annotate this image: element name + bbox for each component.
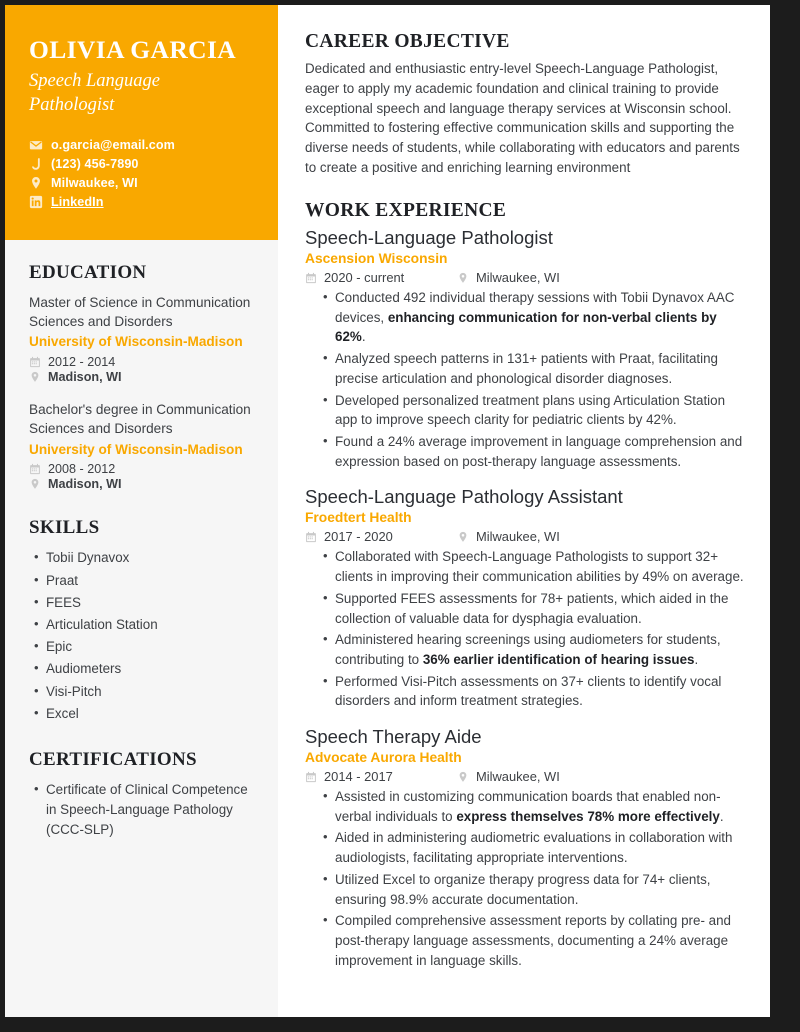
education-dates: 2012 - 2014	[48, 355, 116, 369]
contact-linkedin[interactable]	[29, 195, 254, 209]
list-item: • Assisted in customizing communication boards that enabled non-verbal individuals to express themselves 78% more effectively.	[335, 787, 748, 826]
contact-list	[29, 138, 254, 209]
job-location: Milwaukee, WI	[476, 529, 560, 545]
contact-phone[interactable]	[29, 157, 254, 171]
job-dates-cell	[305, 529, 457, 544]
work-experience-heading: WORK EXPERIENCE	[305, 199, 507, 221]
job-company: Advocate Aurora Health	[305, 750, 462, 766]
job-bullets	[305, 288, 748, 471]
education-location: Madison, WI	[48, 370, 122, 384]
list-item: • Audiometers	[46, 659, 254, 679]
list-item: • Certificate of Clinical Competence in Speech-Language Pathology (CCC-SLP)	[46, 780, 254, 839]
job-location-cell	[457, 270, 560, 285]
certifications-heading: CERTIFICATIONS	[29, 749, 197, 771]
job-company: Ascension Wisconsin	[305, 251, 448, 267]
career-objective-heading: CAREER OBJECTIVE	[305, 31, 510, 52]
education-school: University of Wisconsin-Madison	[29, 334, 243, 350]
candidate-job-title: Speech Language Pathologist	[29, 71, 161, 115]
certifications-list	[29, 780, 254, 839]
location-pin-icon	[457, 771, 469, 783]
calendar-icon	[305, 531, 317, 543]
resume-page	[5, 5, 770, 1017]
education-entry	[29, 293, 254, 384]
job-dates-cell	[305, 769, 457, 784]
education-location-row	[29, 370, 254, 384]
education-location: Madison, WI	[48, 477, 122, 492]
job-entry	[305, 226, 748, 471]
job-dates: 2017 - 2020	[324, 529, 393, 545]
sidebar-body	[5, 240, 278, 852]
candidate-name: OLIVIA GARCIA	[29, 35, 237, 64]
education-dates: 2008 - 2012	[48, 462, 116, 477]
location-pin-icon	[457, 531, 469, 543]
list-item: • Visi-Pitch	[46, 682, 254, 702]
phone-icon	[29, 157, 43, 171]
list-item: • Analyzed speech patterns in 131+ patients with Praat, facilitating precise articulation and phonological disorder diagnoses.	[335, 349, 748, 388]
sidebar	[5, 5, 278, 1017]
skills-list	[29, 548, 254, 723]
job-location-cell	[457, 769, 560, 784]
job-meta	[305, 529, 748, 544]
job-location: Milwaukee, WI	[476, 769, 560, 785]
job-meta	[305, 270, 748, 285]
job-role: Speech Therapy Aide	[305, 726, 482, 748]
contact-linkedin-label[interactable]: LinkedIn	[51, 194, 104, 209]
list-item: • Found a 24% average improvement in language comprehension and expression based on post-therapy language assessments.	[335, 432, 748, 471]
contact-phone-label: (123) 456-7890	[51, 156, 139, 171]
job-bullets	[305, 787, 748, 970]
location-pin-icon	[29, 371, 41, 383]
list-item: • Tobii Dynavox	[46, 548, 254, 568]
skills-heading: SKILLS	[29, 517, 100, 539]
job-entry	[305, 725, 748, 970]
education-entry	[29, 400, 254, 491]
list-item: • Performed Visi-Pitch assessments on 37+ clients to identify vocal disorders and inform treatment strategies.	[335, 672, 748, 711]
job-location-cell	[457, 529, 560, 544]
header-block	[5, 5, 278, 240]
list-item: • FEES	[46, 593, 254, 613]
job-location: Milwaukee, WI	[476, 270, 560, 286]
job-entry	[305, 485, 748, 711]
contact-location-label: Milwaukee, WI	[51, 175, 138, 190]
education-degree: Master of Science in Communication Sciences and Disorders	[29, 294, 251, 329]
main-content	[278, 5, 770, 1017]
job-dates: 2020 - current	[324, 270, 405, 286]
education-dates-row	[29, 355, 254, 369]
contact-email-label: o.garcia@email.com	[51, 137, 175, 152]
job-role: Speech-Language Pathology Assistant	[305, 486, 623, 508]
job-dates-cell	[305, 270, 457, 285]
list-item: • Developed personalized treatment plans using Articulation Station app to improve speech clarity for pediatric clients by 42%.	[335, 391, 748, 430]
calendar-icon	[29, 356, 41, 368]
job-role: Speech-Language Pathologist	[305, 226, 553, 248]
list-item: • Excel	[46, 704, 254, 724]
location-pin-icon	[29, 176, 43, 190]
contact-email[interactable]	[29, 138, 254, 152]
list-item: • Conducted 492 individual therapy sessions with Tobii Dynavox AAC devices, enhancing communication for non-verbal clients by 62%.	[335, 288, 748, 347]
calendar-icon	[29, 463, 41, 475]
education-location-row	[29, 477, 254, 491]
linkedin-icon	[29, 195, 43, 209]
calendar-icon	[305, 272, 317, 284]
list-item: • Epic	[46, 637, 254, 657]
job-bullets	[305, 547, 748, 711]
education-dates-row	[29, 462, 254, 476]
education-degree: Bachelor's degree in Communication Sciences and Disorders	[29, 402, 251, 437]
location-pin-icon	[457, 272, 469, 284]
list-item: • Compiled comprehensive assessment reports by collating pre- and post-therapy language assessments, documenting a 24% average improvement in language skills.	[335, 911, 748, 970]
list-item: • Praat	[46, 571, 254, 591]
career-objective-text: Dedicated and enthusiastic entry-level Speech-Language Pathologist, eager to apply my academic foundation and clinical training to provide exceptional speech and language therapy services at Wisconsin school. Committed to fostering effective communication skills and supporting the diverse needs of students, while collaborating with educators and parents to create a positive and enriching learning environment	[305, 61, 740, 176]
education-heading: EDUCATION	[29, 261, 147, 283]
list-item: • Administered hearing screenings using audiometers for students, contributing to 36% earlier identification of hearing issues.	[335, 630, 748, 669]
list-item: • Supported FEES assessments for 78+ patients, which aided in the collection of valuable data for dysphagia evaluation.	[335, 589, 748, 628]
job-company: Froedtert Health	[305, 510, 412, 526]
envelope-icon	[29, 138, 43, 152]
list-item: • Articulation Station	[46, 615, 254, 635]
job-meta	[305, 769, 748, 784]
calendar-icon	[305, 771, 317, 783]
location-pin-icon	[29, 478, 41, 490]
list-item: • Aided in administering audiometric evaluations in collaboration with audiologists, facilitating appropriate interventions.	[335, 828, 748, 867]
list-item: • Utilized Excel to organize therapy progress data for 74+ clients, ensuring 98.9% accurate documentation.	[335, 870, 748, 909]
job-dates: 2014 - 2017	[324, 769, 393, 785]
list-item: • Collaborated with Speech-Language Pathologists to support 32+ clients in improving their communication abilities by 49% on average.	[335, 547, 748, 586]
contact-location	[29, 176, 254, 190]
education-school: University of Wisconsin-Madison	[29, 441, 243, 457]
